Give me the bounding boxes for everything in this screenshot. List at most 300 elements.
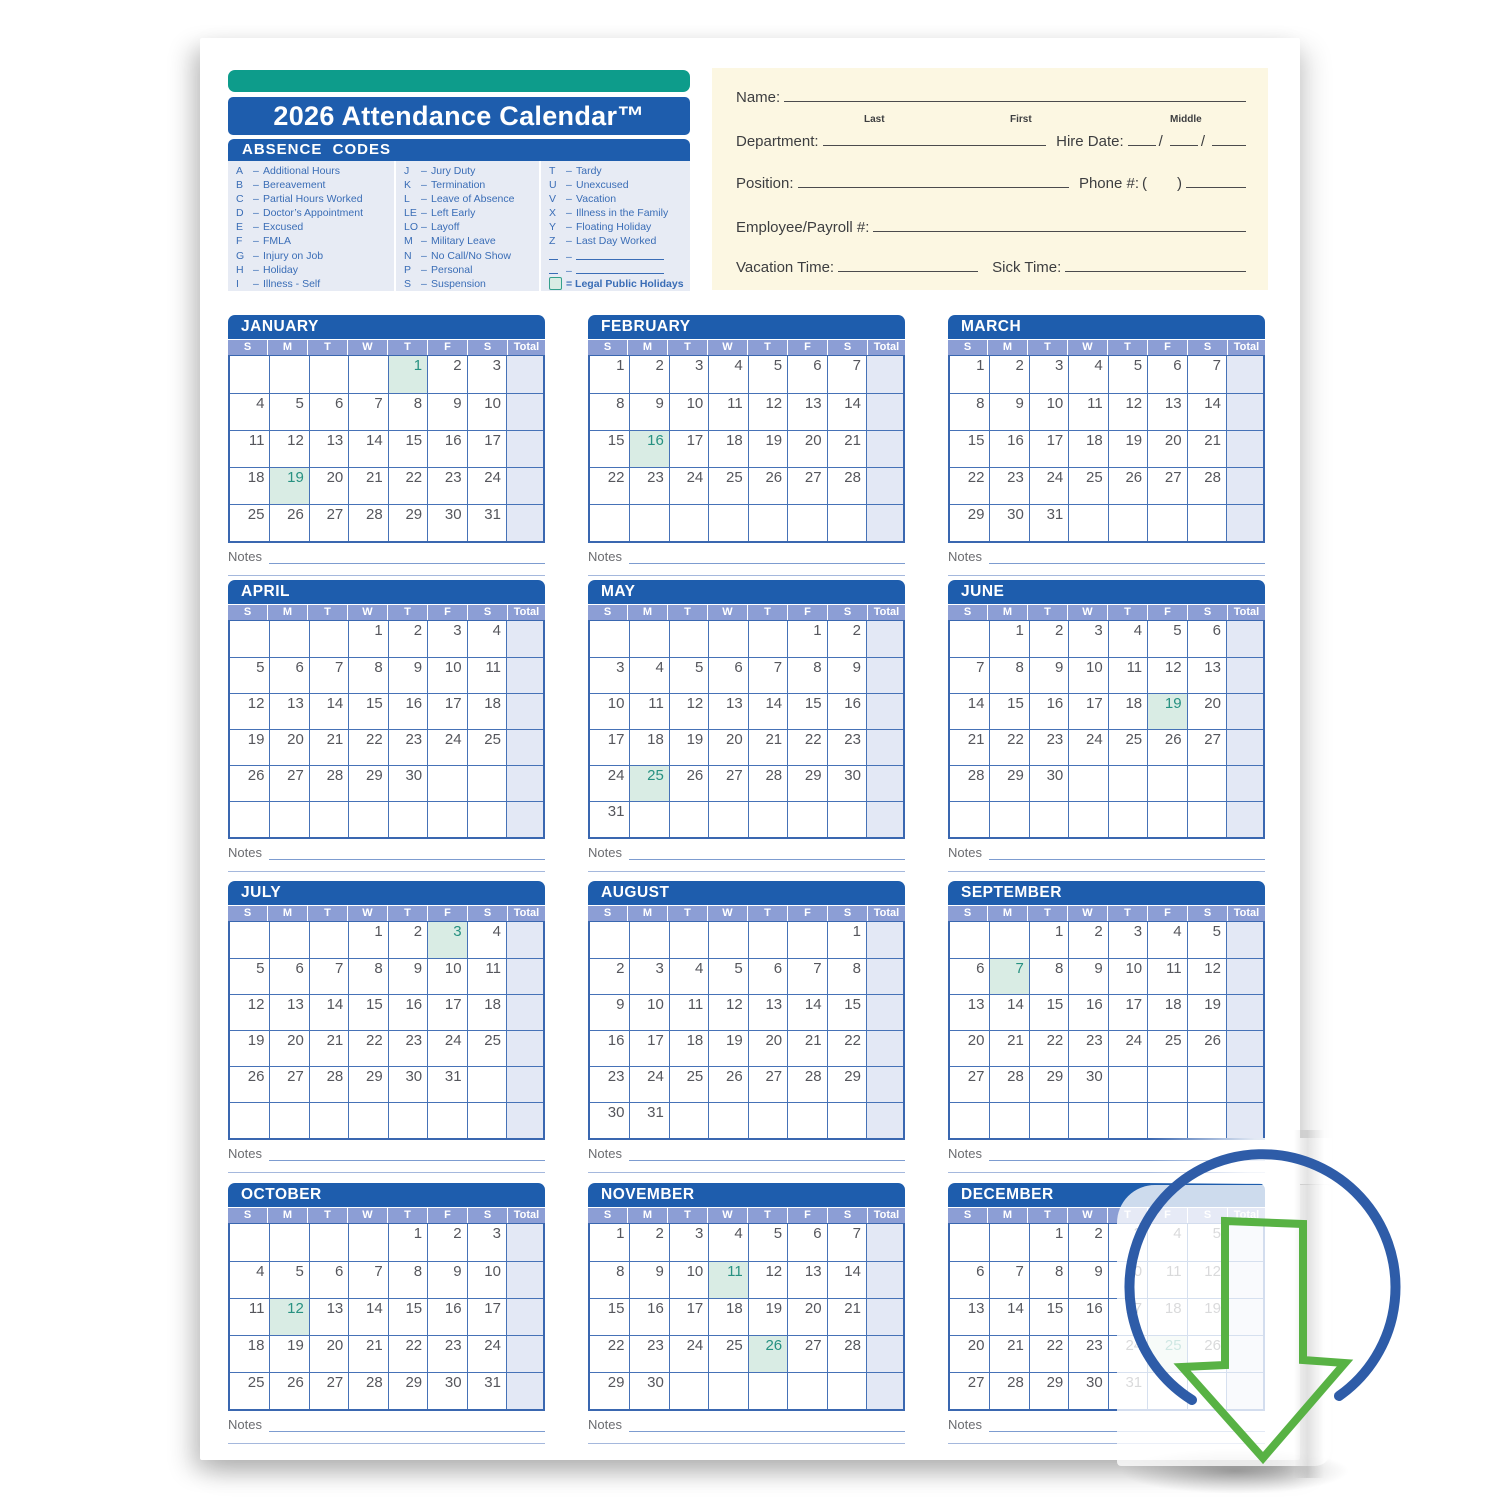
empty-day-cell (1068, 765, 1107, 801)
day-cell: 29 (787, 765, 826, 801)
day-cell: 1 (388, 1224, 427, 1261)
holiday-day-cell: 12 (269, 1298, 308, 1335)
total-cell (506, 1261, 543, 1298)
empty-day-cell (1068, 504, 1107, 541)
total-cell (1226, 621, 1263, 657)
total-cell (506, 621, 543, 657)
absence-code-letter: LO (404, 221, 419, 234)
empty-day-cell (348, 1224, 387, 1261)
month-header: MAY (588, 580, 905, 604)
notes-blank-line-2 (588, 574, 905, 576)
empty-day-cell (269, 922, 308, 958)
day-cell: 20 (309, 467, 348, 504)
day-cell: 7 (827, 1224, 866, 1261)
weekday-header-cell: W (348, 1208, 387, 1223)
day-cell: 25 (467, 1030, 506, 1066)
absence-codes-column-2 (394, 161, 539, 291)
total-cell (866, 430, 903, 467)
day-cell: 18 (1068, 430, 1107, 467)
code-dash: – (421, 179, 427, 192)
weekday-header-cell: F (428, 906, 467, 921)
day-cell: 4 (467, 922, 506, 958)
day-cell: 26 (230, 1066, 269, 1102)
weekday-header-cell: T (1108, 906, 1147, 921)
absence-code-letter: K (404, 179, 412, 192)
day-cell: 31 (467, 504, 506, 541)
day-cell: 27 (950, 1372, 989, 1409)
weekday-header-cell: S (948, 906, 987, 921)
notes-label: Notes (228, 1417, 262, 1432)
day-cell: 22 (787, 729, 826, 765)
absence-code-item (404, 192, 539, 206)
empty-day-cell (1147, 765, 1186, 801)
day-cell: 24 (427, 729, 466, 765)
empty-day-cell (748, 504, 787, 541)
day-cell: 16 (989, 430, 1028, 467)
day-cell: 15 (590, 1298, 629, 1335)
day-cell: 24 (467, 1335, 506, 1372)
absence-code-item (549, 206, 690, 220)
day-cell: 19 (230, 1030, 269, 1066)
empty-day-cell (467, 765, 506, 801)
empty-day-cell (1108, 801, 1147, 837)
day-cell: 21 (309, 729, 348, 765)
weekday-header-cell: S (828, 605, 867, 620)
day-cell: 2 (388, 922, 427, 958)
notes-label: Notes (948, 1146, 982, 1161)
day-cell: 8 (590, 1261, 629, 1298)
empty-day-cell (590, 621, 629, 657)
day-cell: 9 (1029, 657, 1068, 693)
day-cell: 1 (787, 621, 826, 657)
day-cell: 26 (669, 765, 708, 801)
day-cell: 5 (269, 1261, 308, 1298)
notes-blank-line (269, 848, 545, 860)
absence-code-letter: D (236, 207, 244, 220)
absence-code-item (236, 263, 394, 277)
day-cell: 29 (348, 765, 387, 801)
month-calendar-january (228, 315, 545, 576)
weekday-header-cell: T (668, 1208, 707, 1223)
weekday-header-cell: T (308, 340, 347, 355)
day-cell: 1 (827, 922, 866, 958)
total-cell (506, 1298, 543, 1335)
total-cell (866, 1224, 903, 1261)
day-cell: 23 (388, 1030, 427, 1066)
day-cell: 20 (1187, 693, 1226, 729)
days-grid (588, 921, 905, 1140)
total-cell (1226, 356, 1263, 393)
day-cell: 12 (669, 693, 708, 729)
day-cell: 19 (708, 1030, 747, 1066)
day-cell: 15 (348, 693, 387, 729)
month-header: FEBRUARY (588, 315, 905, 339)
absence-code-description: Vacation (576, 193, 617, 206)
day-cell: 2 (827, 621, 866, 657)
phone-blank-line (1186, 174, 1246, 188)
absence-codes-panel (228, 139, 690, 291)
day-cell: 6 (269, 657, 308, 693)
notes-row (228, 1417, 545, 1432)
day-cell: 19 (269, 1335, 308, 1372)
day-cell: 7 (309, 657, 348, 693)
total-cell (866, 693, 903, 729)
empty-day-cell (1147, 504, 1186, 541)
day-cell: 2 (1068, 1224, 1107, 1261)
weekday-header-cell: S (828, 906, 867, 921)
notes-row (588, 845, 905, 860)
holiday-day-cell: 3 (427, 922, 466, 958)
day-cell: 28 (309, 765, 348, 801)
empty-day-cell (748, 621, 787, 657)
notes-blank-line-2 (588, 1442, 905, 1444)
month-header: DECEMBER (948, 1183, 1265, 1207)
day-cell: 25 (708, 1335, 747, 1372)
total-cell (866, 1335, 903, 1372)
day-cell: 15 (388, 1298, 427, 1335)
hire-date-year-line (1212, 132, 1246, 146)
day-cell: 9 (388, 657, 427, 693)
total-header-cell: Total (1228, 605, 1265, 620)
weekday-header-cell: S (228, 1208, 267, 1223)
weekday-header-row (588, 1208, 905, 1223)
empty-day-cell (427, 765, 466, 801)
day-cell: 1 (348, 621, 387, 657)
absence-code-letter: C (236, 193, 244, 206)
day-cell: 11 (1108, 657, 1147, 693)
day-cell: 16 (1068, 994, 1107, 1030)
notes-label: Notes (228, 845, 262, 860)
empty-day-cell (827, 1372, 866, 1409)
name-label: Name: (736, 89, 781, 106)
employee-payroll-blank-line (873, 218, 1246, 232)
day-cell: 15 (348, 994, 387, 1030)
day-cell: 22 (388, 1335, 427, 1372)
empty-day-cell (1187, 801, 1226, 837)
empty-day-cell (1108, 1066, 1147, 1102)
empty-day-cell (427, 801, 466, 837)
weekday-header-cell: F (428, 1208, 467, 1223)
absence-code-letter: L (404, 193, 410, 206)
code-dash: – (421, 165, 427, 177)
empty-day-cell (230, 1102, 269, 1138)
day-cell: 23 (629, 1335, 668, 1372)
holiday-day-cell: 1 (388, 356, 427, 393)
day-cell: 31 (590, 801, 629, 837)
notes-blank-line-2 (948, 870, 1265, 872)
day-cell: 27 (748, 1066, 787, 1102)
weekday-header-cell: S (1188, 340, 1227, 355)
total-cell (1226, 430, 1263, 467)
day-cell: 20 (269, 1030, 308, 1066)
total-header-cell: Total (868, 906, 905, 921)
day-cell: 8 (1029, 1261, 1068, 1298)
day-cell: 7 (348, 393, 387, 430)
holiday-day-cell: 25 (629, 765, 668, 801)
absence-code-item (404, 164, 539, 178)
blank-description-line (576, 263, 664, 274)
weekday-header-cell: T (1028, 906, 1067, 921)
total-cell (506, 958, 543, 994)
absence-code-item (549, 234, 690, 248)
day-cell: 17 (629, 1030, 668, 1066)
empty-day-cell (1187, 1066, 1226, 1102)
day-cell: 20 (787, 1298, 826, 1335)
empty-day-cell (230, 356, 269, 393)
total-header-cell: Total (1228, 906, 1265, 921)
day-cell: 28 (348, 1372, 387, 1409)
absence-code-item (236, 192, 394, 206)
empty-day-cell (669, 922, 708, 958)
day-cell: 31 (629, 1102, 668, 1138)
day-cell: 7 (950, 657, 989, 693)
day-cell: 23 (1068, 1030, 1107, 1066)
day-cell: 23 (427, 1335, 466, 1372)
weekday-header-cell: M (628, 906, 667, 921)
day-cell: 28 (950, 765, 989, 801)
day-cell: 18 (669, 1030, 708, 1066)
month-calendar-august (588, 881, 905, 1173)
total-header-cell: Total (868, 340, 905, 355)
day-cell: 24 (427, 1030, 466, 1066)
days-grid (228, 1223, 545, 1411)
notes-blank-line-2 (948, 574, 1265, 576)
notes-label: Notes (228, 549, 262, 564)
absence-code-item (236, 220, 394, 234)
holiday-day-cell: 11 (708, 1261, 747, 1298)
weekday-header-cell: M (628, 605, 667, 620)
holiday-day-cell: 19 (1147, 693, 1186, 729)
empty-day-cell (467, 1102, 506, 1138)
empty-day-cell (590, 922, 629, 958)
absence-code-description: Unexcused (576, 179, 629, 192)
empty-day-cell (309, 1224, 348, 1261)
day-cell: 12 (230, 994, 269, 1030)
day-cell: 14 (950, 693, 989, 729)
day-cell: 10 (669, 393, 708, 430)
absence-code-description: Leave of Absence (431, 193, 515, 206)
code-dash: – (253, 249, 259, 262)
day-cell: 5 (230, 958, 269, 994)
absence-code-description: Injury on Job (263, 249, 324, 262)
notes-label: Notes (588, 549, 622, 564)
absence-code-letter: P (404, 263, 412, 276)
weekday-header-cell: W (708, 340, 747, 355)
day-cell: 5 (1108, 356, 1147, 393)
absence-code-item (236, 206, 394, 220)
notes-blank-line-2 (228, 574, 545, 576)
total-header-cell: Total (508, 340, 545, 355)
absence-code-item (549, 178, 690, 192)
weekday-header-cell: T (388, 340, 427, 355)
day-cell: 11 (230, 1298, 269, 1335)
empty-day-cell (748, 922, 787, 958)
day-cell: 7 (748, 657, 787, 693)
notes-row (588, 549, 905, 564)
empty-day-cell (708, 621, 747, 657)
total-cell (866, 922, 903, 958)
empty-day-cell (708, 801, 747, 837)
total-cell (866, 657, 903, 693)
day-cell: 3 (1108, 922, 1147, 958)
days-grid (228, 921, 545, 1140)
day-cell: 9 (629, 393, 668, 430)
empty-day-cell (669, 1372, 708, 1409)
day-cell: 23 (388, 729, 427, 765)
notes-label: Notes (948, 549, 982, 564)
day-cell: 9 (1068, 1261, 1107, 1298)
month-header: APRIL (228, 580, 545, 604)
day-cell: 14 (827, 393, 866, 430)
day-cell: 2 (427, 1224, 466, 1261)
day-cell: 22 (348, 1030, 387, 1066)
month-header: NOVEMBER (588, 1183, 905, 1207)
day-cell: 30 (1068, 1372, 1107, 1409)
absence-code-description: Bereavement (263, 179, 326, 192)
code-dash: – (253, 193, 259, 206)
download-watermark-icon (1100, 1130, 1430, 1500)
weekday-header-cell: S (228, 605, 267, 620)
absence-code-item (404, 178, 539, 192)
day-cell: 3 (1068, 621, 1107, 657)
weekday-header-cell: M (988, 605, 1027, 620)
empty-day-cell (309, 1102, 348, 1138)
day-cell: 24 (669, 467, 708, 504)
day-cell: 24 (669, 1335, 708, 1372)
absence-code-item (549, 220, 690, 234)
sick-time-label: Sick Time: (992, 259, 1062, 276)
day-cell: 26 (708, 1066, 747, 1102)
day-cell: 31 (427, 1066, 466, 1102)
day-cell: 2 (388, 621, 427, 657)
day-cell: 27 (708, 765, 747, 801)
day-cell: 18 (708, 1298, 747, 1335)
day-cell: 10 (669, 1261, 708, 1298)
day-cell: 3 (427, 621, 466, 657)
day-cell: 12 (748, 1261, 787, 1298)
day-cell: 18 (1108, 693, 1147, 729)
days-grid (948, 620, 1265, 839)
day-cell: 20 (950, 1030, 989, 1066)
day-cell: 21 (348, 467, 387, 504)
day-cell: 20 (708, 729, 747, 765)
empty-day-cell (427, 1102, 466, 1138)
day-cell: 27 (309, 1372, 348, 1409)
day-cell: 9 (1068, 958, 1107, 994)
total-cell (1226, 994, 1263, 1030)
position-label: Position: (736, 175, 794, 192)
day-cell: 6 (708, 657, 747, 693)
weekday-header-cell: M (268, 340, 307, 355)
day-cell: 6 (950, 1261, 989, 1298)
empty-day-cell (950, 1102, 989, 1138)
empty-day-cell (787, 504, 826, 541)
empty-day-cell (590, 504, 629, 541)
day-cell: 8 (787, 657, 826, 693)
day-cell: 25 (708, 467, 747, 504)
day-cell: 11 (230, 430, 269, 467)
month-header: JULY (228, 881, 545, 905)
day-cell: 27 (1187, 729, 1226, 765)
day-cell: 30 (427, 1372, 466, 1409)
day-cell: 30 (989, 504, 1028, 541)
empty-day-cell (1029, 1102, 1068, 1138)
day-cell: 12 (1147, 657, 1186, 693)
notes-row (948, 549, 1265, 564)
empty-day-cell (669, 621, 708, 657)
total-cell (1226, 657, 1263, 693)
empty-day-cell (309, 922, 348, 958)
days-grid (228, 620, 545, 839)
day-cell: 10 (590, 693, 629, 729)
weekday-header-cell: T (308, 906, 347, 921)
day-cell: 22 (590, 1335, 629, 1372)
weekday-header-cell: M (988, 340, 1027, 355)
day-cell: 29 (348, 1066, 387, 1102)
day-cell: 6 (787, 356, 826, 393)
day-cell: 30 (629, 1372, 668, 1409)
weekday-header-cell: F (1148, 605, 1187, 620)
total-cell (866, 765, 903, 801)
phone-label: Phone #: (1078, 175, 1139, 192)
code-dash: – (421, 193, 427, 206)
day-cell: 29 (590, 1372, 629, 1409)
day-cell: 24 (1029, 467, 1068, 504)
day-cell: 9 (427, 1261, 466, 1298)
day-cell: 21 (748, 729, 787, 765)
empty-day-cell (309, 621, 348, 657)
day-cell: 16 (1029, 693, 1068, 729)
day-cell: 1 (989, 621, 1028, 657)
day-cell: 5 (708, 958, 747, 994)
day-cell: 2 (1029, 621, 1068, 657)
total-cell (866, 356, 903, 393)
day-cell: 11 (708, 393, 747, 430)
absence-code-letter: H (236, 263, 244, 276)
day-cell: 5 (269, 393, 308, 430)
day-cell: 6 (309, 1261, 348, 1298)
absence-code-item (404, 220, 539, 234)
day-cell: 26 (748, 467, 787, 504)
day-cell: 10 (1029, 393, 1068, 430)
empty-day-cell (309, 801, 348, 837)
weekday-header-row (948, 906, 1265, 921)
weekday-header-cell: S (468, 1208, 507, 1223)
empty-day-cell (748, 1102, 787, 1138)
empty-day-cell (1029, 801, 1068, 837)
day-cell: 31 (467, 1372, 506, 1409)
holiday-day-cell: 19 (269, 467, 308, 504)
notes-blank-line-2 (588, 870, 905, 872)
code-dash: – (253, 235, 259, 248)
absence-code-description: Suspension (431, 277, 486, 290)
sick-time-blank-line (1065, 258, 1246, 272)
weekday-header-cell: W (348, 340, 387, 355)
day-cell: 12 (708, 994, 747, 1030)
empty-day-cell (708, 1372, 747, 1409)
weekday-header-cell: W (348, 906, 387, 921)
weekday-header-cell: M (268, 1208, 307, 1223)
day-cell: 17 (467, 1298, 506, 1335)
total-cell (1226, 1066, 1263, 1102)
notes-blank-line (629, 1149, 905, 1161)
total-cell (506, 693, 543, 729)
day-cell: 19 (669, 729, 708, 765)
notes-label: Notes (228, 1146, 262, 1161)
absence-codes-column-1 (228, 161, 394, 291)
day-cell: 2 (629, 1224, 668, 1261)
day-cell: 23 (827, 729, 866, 765)
